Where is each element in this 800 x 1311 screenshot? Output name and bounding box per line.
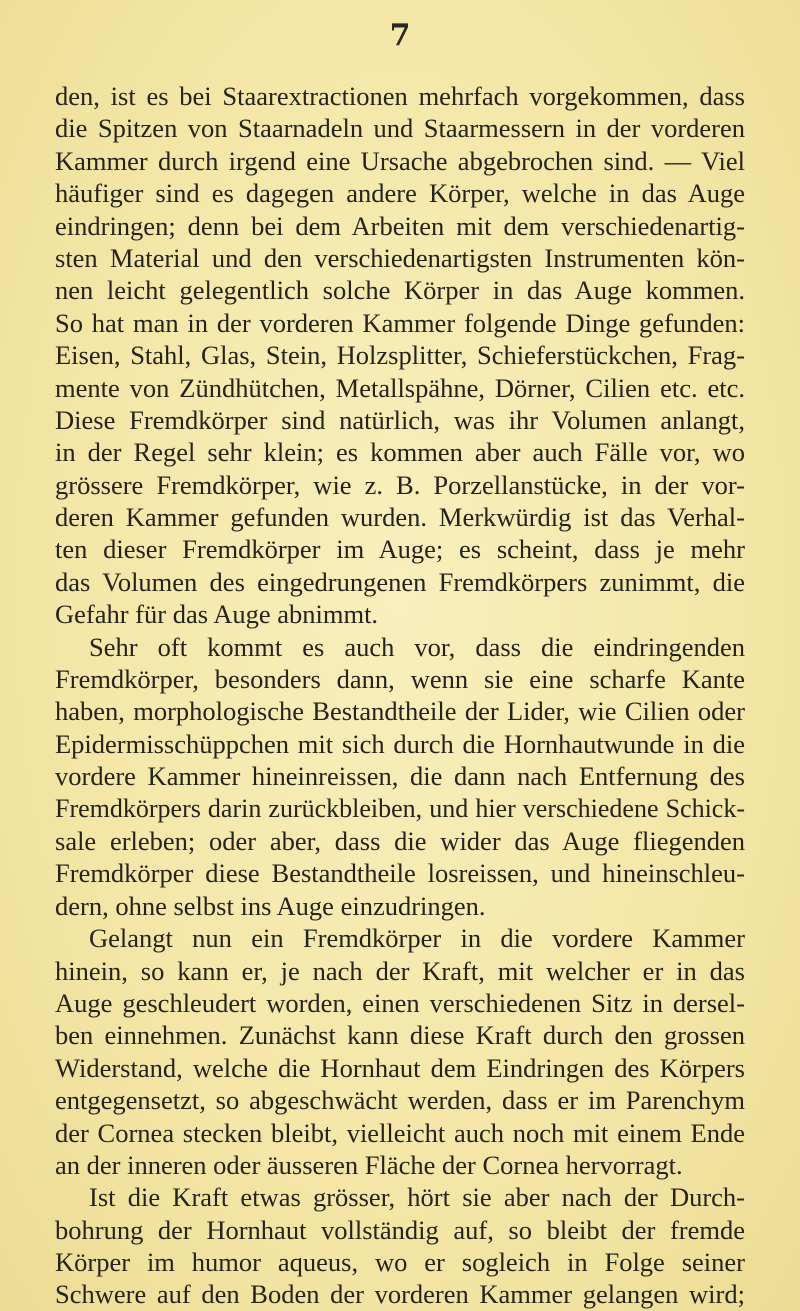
text-line: sale erleben; oder aber, dass die wider das Auge fliegenden [55,825,745,856]
page-number: 7 [389,18,411,53]
text-line: Epidermisschüppchen mit sich durch die Hornhautwunde in die [55,728,745,759]
text-line: Sehr oft kommt es auch vor, dass die eindringenden [89,631,745,662]
text-line: bohrung der Hornhaut vollständig auf, so bleibt der fremde [55,1214,745,1245]
text-line: dern, ohne selbst ins Auge einzudringen. [55,890,486,921]
text-line: Fremdkörper diese Bestandtheile losreissen, und hineinschleu- [55,858,745,889]
text-line: an der inneren oder äusseren Fläche der Cornea hervorragt. [55,1149,683,1180]
text-line: Ist die Kraft etwas grösser, hört sie aber nach der Durch- [89,1182,745,1213]
text-line: der Cornea stecken bleibt, vielleicht auch noch mit einem Ende [55,1117,745,1148]
text-line: deren Kammer gefunden wurden. Merkwürdig ist das Verhal- [55,502,745,533]
text-line: Widerstand, welche die Hornhaut dem Eindringen des Körpers [55,1052,745,1083]
text-line: So hat man in der vorderen Kammer folgende Dinge gefunden: [55,307,745,338]
text-line: eindringen; denn bei dem Arbeiten mit dem verschiedenartig- [55,210,745,241]
text-line: das Volumen des eingedrungenen Fremdkörpers zunimmt, die [55,566,745,597]
text-line: Gefahr für das Auge abnimmt. [55,599,379,630]
text-line: Auge geschleudert worden, einen verschiedenen Sitz in dersel- [55,987,745,1018]
text-line: Körper im humor aqueus, wo er sogleich in Folge seiner [55,1247,745,1278]
text-line: haben, morphologische Bestandtheile der Lider, wie Cilien oder [55,696,745,727]
text-line: vordere Kammer hineinreissen, die dann nach Entfernung des [55,761,745,792]
text-line: Schwere auf den Boden der vorderen Kammer gelangen wird; [55,1279,745,1310]
text-line: Eisen, Stahl, Glas, Stein, Holzsplitter, Schieferstückchen, Frag- [55,340,745,371]
text-line: Kammer durch irgend eine Ursache abgebrochen sind. — Viel [55,145,745,176]
text-line: sten Material und den verschiedenartigsten Instrumenten kön- [55,242,745,273]
text-line: Diese Fremdkörper sind natürlich, was ihr Volumen anlangt, [55,404,745,435]
text-line: den, ist es bei Staarextractionen mehrfach vorgekommen, dass [55,81,745,111]
text-line: nen leicht gelegentlich solche Körper in das Auge kommen. [55,275,745,306]
text-line: ben einnehmen. Zunächst kann diese Kraft durch den grossen [55,1020,745,1051]
text-line: grössere Fremdkörper, wie z. B. Porzellanstücke, in der vor- [55,469,745,500]
text-line: mente von Zündhütchen, Metallspähne, Dörner, Cilien etc. etc. [55,372,745,403]
text-line: die Spitzen von Staarnadeln und Staarmessern in der vorderen [55,113,745,144]
text-line: hinein, so kann er, je nach der Kraft, mit welcher er in das [55,955,745,986]
text-line: Fremdkörper, besonders dann, wenn sie eine scharfe Kante [55,664,745,695]
text-line: Gelangt nun ein Fremdkörper in die vordere Kammer [89,923,745,954]
text-line: entgegensetzt, so abgeschwächt werden, dass er im Parenchym [55,1085,745,1116]
text-line: in der Regel sehr klein; es kommen aber auch Fälle vor, wo [55,437,745,468]
text-line: ten dieser Fremdkörper im Auge; es scheint, dass je mehr [55,534,745,565]
text-line: Fremdkörpers darin zurückbleiben, und hier verschiedene Schick- [55,793,745,823]
text-line: häufiger sind es dagegen andere Körper, welche in das Auge [55,178,745,209]
body-text [55,80,745,1311]
